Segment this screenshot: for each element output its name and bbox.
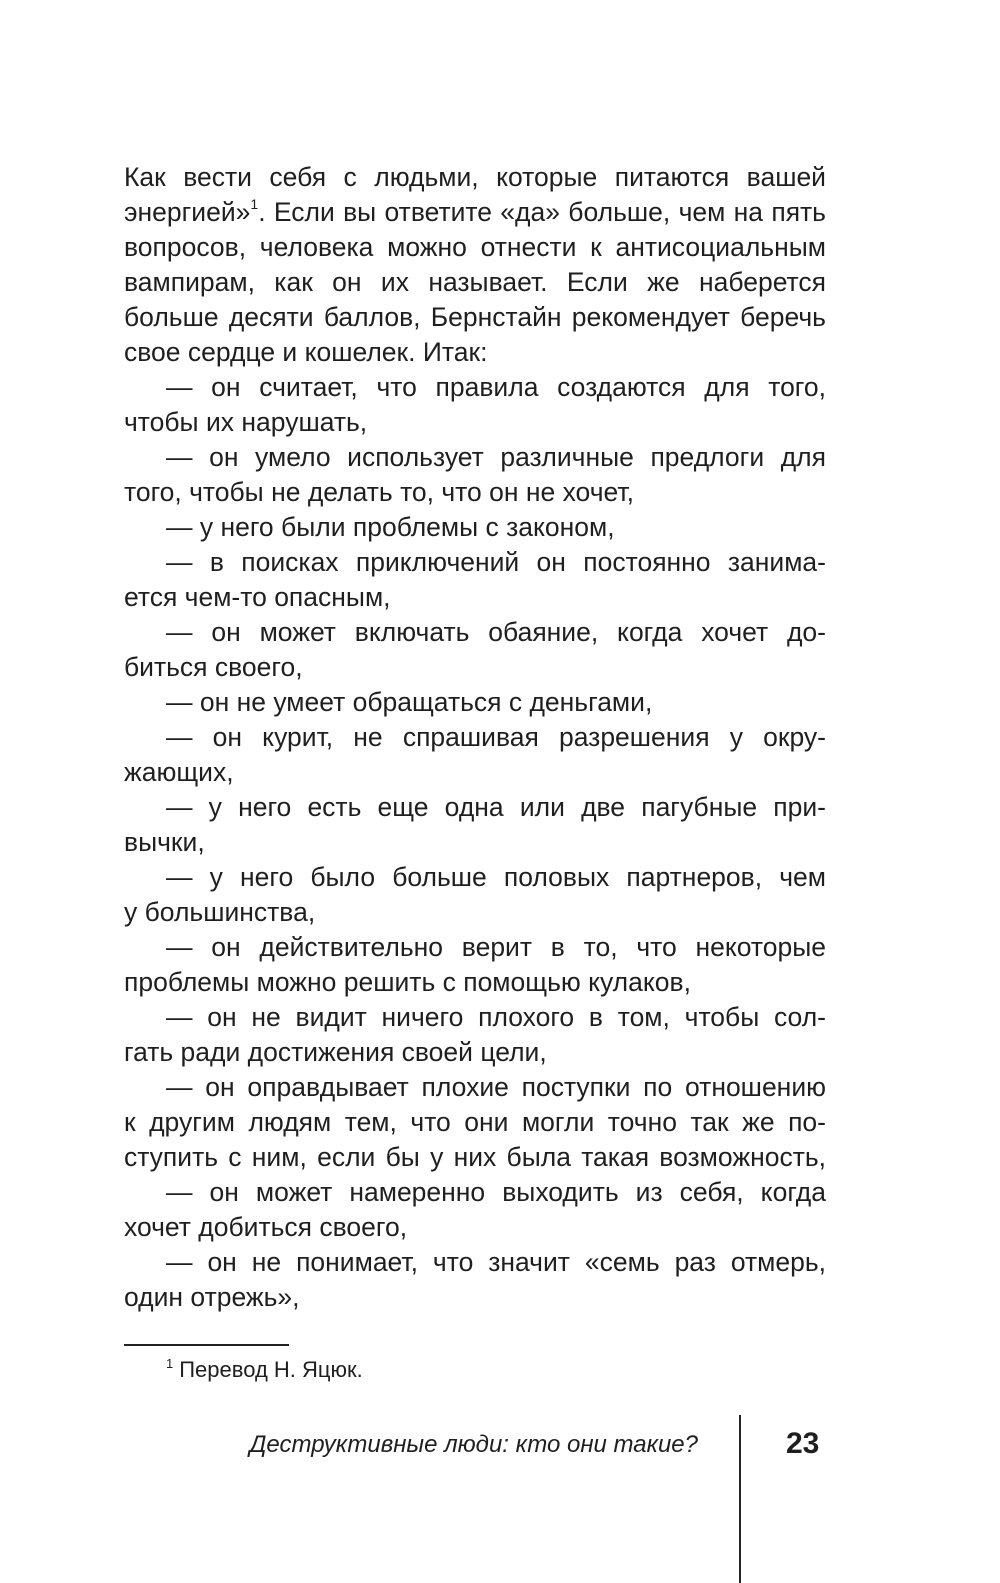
text-line: вопросов, человека можно отнести к антисоциальным <box>124 232 826 262</box>
text-line <box>124 195 826 230</box>
main-text <box>124 160 826 1315</box>
list-item-line: — у него были проблемы с законом, <box>166 512 615 542</box>
page-number: 23 <box>786 1427 820 1460</box>
list-item-line: — в поисках приключений он постоянно занима- <box>166 547 826 577</box>
list-item-line: — у него было больше половых партнеров, чем <box>166 862 826 892</box>
list-item-line: ступить с ним, если бы у них была такая возможность, <box>124 1142 826 1172</box>
list-item-line: — он не понимает, что значит «семь раз отмерь, <box>166 1247 826 1277</box>
text-line: вампирам, как он их называет. Если же наберется <box>124 267 826 297</box>
text-line: свое сердце и кошелек. Итак: <box>124 337 488 367</box>
text-line: больше десяти баллов, Бернстайн рекомендует беречь <box>124 302 826 332</box>
footnote-text: Перевод Н. Яцюк. <box>179 1357 363 1382</box>
list-item-line: — он считает, что правила создаются для того, <box>166 372 826 402</box>
footer-divider <box>739 1415 741 1583</box>
list-item-line: — он умело использует различные предлоги для <box>166 442 826 472</box>
list-item-line: чтобы их нарушать, <box>124 407 368 437</box>
footnote-number: 1 <box>166 1356 174 1371</box>
list-item-line: гать ради достижения своей цели, <box>124 1037 547 1067</box>
list-item-line: того, чтобы не делать то, что он не хочет, <box>124 477 634 507</box>
list-item-line: — он оправдывает плохие поступки по отношению <box>166 1072 826 1102</box>
text-line: Как вести себя с людьми, которые питаются вашей <box>124 162 826 192</box>
list-item-line: — он может намеренно выходить из себя, когда <box>166 1177 826 1207</box>
list-item-line: — он может включать обаяние, когда хочет до- <box>166 617 826 647</box>
list-item-line: у большинства, <box>124 897 316 927</box>
list-item-line: один отрежь», <box>124 1282 300 1312</box>
list-item-line: к другим людям тем, что они могли точно так же по- <box>124 1107 826 1137</box>
list-item-line: — он не видит ничего плохого в том, чтобы сол- <box>166 1002 826 1032</box>
list-item-line: — он курит, не спрашивая разрешения у окру- <box>166 722 826 752</box>
list-item-line: — у него есть еще одна или две пагубные при- <box>166 792 826 822</box>
list-item-line: биться своего, <box>124 652 303 682</box>
footnote <box>166 1355 363 1385</box>
list-item-line: — он действительно верит в то, что некоторые <box>166 932 826 962</box>
list-item-line: хочет добиться своего, <box>124 1212 408 1242</box>
text-fragment: . Если вы ответите «да» больше, чем на пять <box>258 197 826 227</box>
list-item-line: вычки, <box>124 827 205 857</box>
footnote-divider <box>124 1344 289 1346</box>
running-head: Деструктивные люди: кто они такие? <box>249 1431 698 1458</box>
list-item-line: проблемы можно решить с помощью кулаков, <box>124 967 691 997</box>
list-item-line: жающих, <box>124 757 234 787</box>
text-fragment: энергией» <box>124 197 251 227</box>
list-item-line: ется чем-то опасным, <box>124 582 391 612</box>
footnote-reference[interactable]: 1 <box>250 196 259 212</box>
list-item-line: — он не умеет обращаться с деньгами, <box>166 687 653 717</box>
